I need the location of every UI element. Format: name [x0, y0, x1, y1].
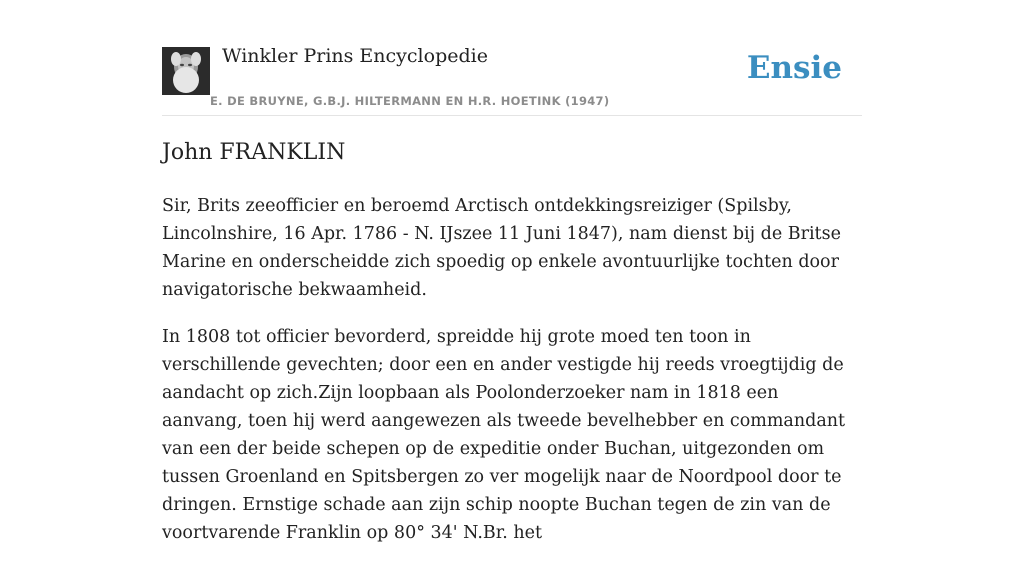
article-paragraph: In 1808 tot officier bevorderd, spreidde hij grote moed ten toon in verschillende gevechten; door een en ander vestigde hij reeds vroegtijdig de aandacht op zich.Zijn loopbaan als Poolonderzoeker nam in 1818 een aanvang, toen hij werd aangewezen als tweede bevelhebber en commandant van een der beide schepen op de expeditie onder Buchan, uitgezonden om tussen Groenland en Spitsbergen zo ver mogelijk naar de Noordpool door te dringen. Ernstige schade aan zijn schip noopte Buchan tegen de zin van de voortvarende Franklin op 80° 34' N.Br. het	[162, 327, 846, 543]
article-title: John FRANKLIN	[162, 140, 346, 165]
author-avatar[interactable]	[162, 47, 210, 95]
article-paragraph: Sir, Brits zeeofficier en beroemd Arctisch ontdekkingsreiziger (Spilsby, Lincolnshire, 16 Apr. 1786 - N. IJszee 11 Juni 1847), nam dienst bij de Britse Marine en onderscheidde zich spoedig op enkele avontuurlijke tochten door navigatorische bekwaamheid.	[162, 196, 841, 300]
source-title[interactable]: Winkler Prins Encyclopedie	[222, 45, 488, 67]
bearded-man-portrait-icon	[162, 47, 210, 95]
article-body	[162, 192, 862, 566]
ensie-logo[interactable]: Ensie	[746, 50, 842, 86]
source-authors: E. DE BRUYNE, G.B.J. HILTERMANN EN H.R. HOETINK (1947)	[210, 94, 610, 108]
source-header	[162, 44, 862, 116]
